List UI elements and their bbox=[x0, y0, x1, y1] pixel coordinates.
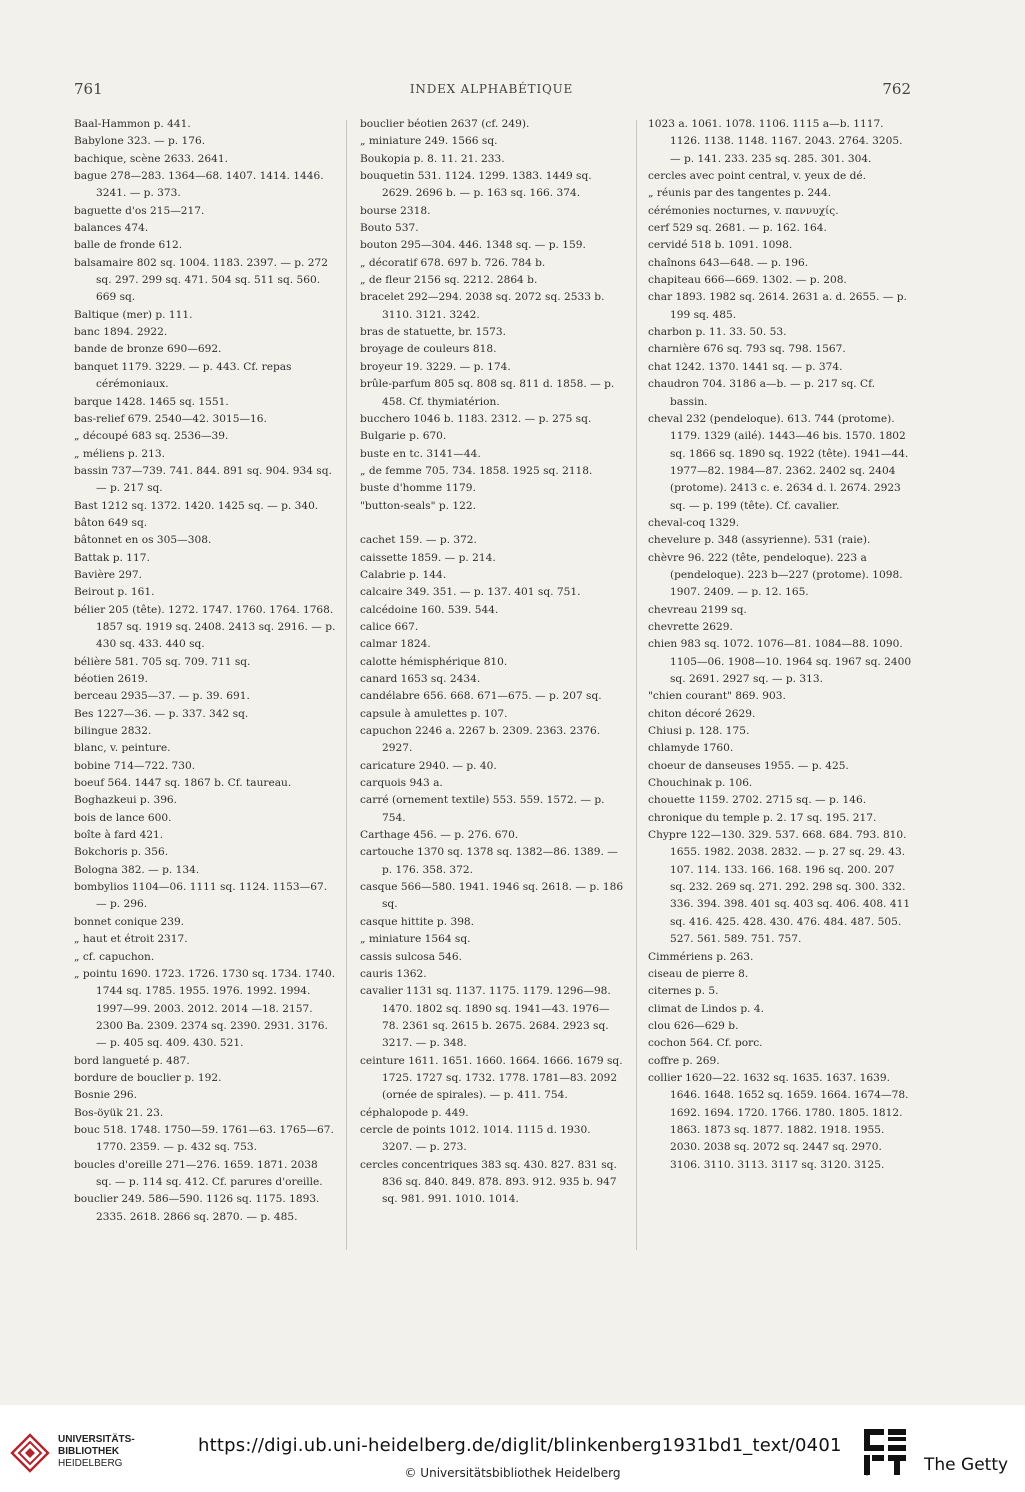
index-entry: Calabrie p. 144. bbox=[360, 568, 447, 581]
running-title: INDEX ALPHABÉTIQUE bbox=[409, 82, 574, 96]
index-entry: carré (ornement textile) 553. 559. 1572. — p. 754. bbox=[360, 794, 605, 824]
index-entry: barque 1428. 1465 sq. 1551. bbox=[74, 395, 229, 408]
library-name-line2: BIBLIOTHEK bbox=[58, 1446, 120, 1457]
index-entry: bassin 737—739. 741. 844. 891 sq. 904. 934 sq. — p. 217 sq. bbox=[74, 464, 332, 495]
index-entry: bouclier 249. 586—590. 1126 sq. 1175. 1893. 2335. 2618. 2866 sq. 2870. — p. 485. bbox=[74, 1193, 320, 1223]
index-entry: cassis sulcosa 546. bbox=[360, 950, 462, 963]
index-entry: chapiteau 666—669. 1302. — p. 208. bbox=[648, 274, 847, 287]
index-entry: Bosnie 296. bbox=[74, 1089, 138, 1102]
index-entry: "chien courant" 869. 903. bbox=[648, 690, 786, 703]
index-entry: casque hittite p. 398. bbox=[360, 915, 475, 928]
index-entry: bague 278—283. 1364—68. 1407. 1414. 1446. 3241. — p. 373. bbox=[74, 170, 324, 200]
index-entry: cauris 1362. bbox=[360, 967, 427, 980]
index-entry: 1023 a. 1061. 1078. 1106. 1115 a—b. 1117. 1126. 1138. 1148. 1167. 2043. 2764. 3205. — p. 141. 233. 235 sq. 285. 301. 304. bbox=[648, 118, 903, 165]
index-entry: bande de bronze 690—692. bbox=[74, 343, 222, 356]
index-entry: capsule à amulettes p. 107. bbox=[360, 707, 508, 720]
index-entry: bobine 714—722. 730. bbox=[74, 759, 196, 772]
index-entry: céphalopode p. 449. bbox=[360, 1106, 469, 1119]
index-entry: cerf 529 sq. 2681. — p. 162. 164. bbox=[648, 222, 827, 235]
index-entry: bombylios 1104—06. 1111 sq. 1124. 1153—67. — p. 296. bbox=[74, 881, 328, 911]
index-entry: „ miniature 1564 sq. bbox=[360, 933, 471, 946]
index-entry: Chypre 122—130. 329. 537. 668. 684. 793. 810. 1655. 1982. 2038. 2832. — p. 27 sq. 29. 43. 107. 114. 133. 166. 168. 196 sq. 200. 207 sq. 232. 269 sq. 271. 292. 298 sq. 300. 332. 336. 394. 398. 401 sq. 403 sq. 406. 408. 411 sq. 416. 425. 428. 430. 476. 484. 487. 505. 527. 561. 589. 751. 757. bbox=[648, 829, 911, 946]
library-name bbox=[58, 1434, 135, 1470]
index-entry: „ haut et étroit 2317. bbox=[74, 933, 188, 946]
index-column-1 bbox=[74, 116, 336, 1226]
index-entry: cercles avec point central, v. yeux de dé. bbox=[648, 170, 867, 183]
index-entry: Bouto 537. bbox=[360, 222, 419, 235]
index-entry: cercle de points 1012. 1014. 1115 d. 1930. 3207. — p. 273. bbox=[360, 1123, 591, 1154]
index-entry: caissette 1859. — p. 214. bbox=[360, 551, 496, 564]
index-entry: Boukopia p. 8. 11. 21. 233. bbox=[360, 152, 505, 165]
index-entry: „ pointu 1690. 1723. 1726. 1730 sq. 1734. 1740. 1744 sq. 1785. 1955. 1976. 1992. 1994. 1997—99. 2003. 2012. 2014 —18. 2157. 2300 Ba. 2309. 2374 sq. 2390. 2931. 3176. — p. 405 sq. 409. 430. 521. bbox=[74, 967, 336, 1050]
index-entry: „ découpé 683 sq. 2536—39. bbox=[74, 430, 229, 443]
page-header bbox=[0, 80, 1025, 102]
index-entry: „ de fleur 2156 sq. 2212. 2864 b. bbox=[360, 274, 538, 287]
index-entry: Bavière 297. bbox=[74, 568, 143, 581]
index-entry: buste d'homme 1179. bbox=[360, 482, 476, 495]
index-entry: Chiusi p. 128. 175. bbox=[648, 725, 750, 738]
column-rule-1 bbox=[346, 120, 347, 1250]
index-entry: citernes p. 5. bbox=[648, 985, 719, 998]
index-entry: charbon p. 11. 33. 50. 53. bbox=[648, 326, 787, 339]
index-entry: collier 1620—22. 1632 sq. 1635. 1637. 1639. 1646. 1648. 1652 sq. 1659. 1664. 1674—78. 1692. 1694. 1720. 1766. 1780. 1805. 1812. 1863. 1873 sq. 1877. 1882. 1918. 1955. 2030. 2038 sq. 2072 sq. 2447 sq. 2970. 3106. 3110. 3113. 3117 sq. 3120. 3125. bbox=[648, 1071, 909, 1171]
index-entry: ceinture 1611. 1651. 1660. 1664. 1666. 1679 sq. 1725. 1727 sq. 1732. 1778. 1781—83. 2092 (ornée de spirales). — p. 411. 754. bbox=[360, 1054, 623, 1102]
index-entry: chaînons 643—648. — p. 196. bbox=[648, 256, 809, 269]
index-entry: calmar 1824. bbox=[360, 638, 431, 651]
index-entry: banc 1894. 2922. bbox=[74, 326, 168, 339]
index-entry: cérémonies nocturnes, v. παννυχίς. bbox=[648, 204, 839, 217]
index-entry: bâtonnet en os 305—308. bbox=[74, 534, 212, 547]
index-entry: banquet 1179. 3229. — p. 443. Cf. repas cérémoniaux. bbox=[74, 360, 292, 391]
index-entry: bonnet conique 239. bbox=[74, 915, 185, 928]
index-entry: carquois 943 a. bbox=[360, 777, 443, 790]
index-entry: cachet 159. — p. 372. bbox=[360, 534, 477, 547]
index-entry: climat de Lindos p. 4. bbox=[648, 1002, 764, 1015]
index-entry: bachique, scène 2633. 2641. bbox=[74, 152, 228, 165]
index-entry: candélabre 656. 668. 671—675. — p. 207 sq. bbox=[360, 690, 602, 703]
index-entry: chlamyde 1760. bbox=[648, 742, 734, 755]
index-entry: bélière 581. 705 sq. 709. 711 sq. bbox=[74, 655, 251, 668]
index-entry: „ décoratif 678. 697 b. 726. 784 b. bbox=[360, 256, 546, 269]
index-entry: balsamaire 802 sq. 1004. 1183. 2397. — p. 272 sq. 297. 299 sq. 471. 504 sq. 511 sq. 560. 669 sq. bbox=[74, 256, 329, 304]
index-entry: canard 1653 sq. 2434. bbox=[360, 673, 481, 685]
index-entry: cartouche 1370 sq. 1378 sq. 1382—86. 1389. — p. 176. 358. 372. bbox=[360, 846, 618, 876]
index-entry: calotte hémisphérique 810. bbox=[360, 655, 508, 668]
page-number-right: 762 bbox=[882, 80, 911, 98]
index-entry: coffre p. 269. bbox=[648, 1054, 720, 1067]
index-entry: Babylone 323. — p. 176. bbox=[74, 135, 206, 148]
index-entry: Bes 1227—36. — p. 337. 342 sq. bbox=[74, 707, 249, 720]
index-entry: calcédoine 160. 539. 544. bbox=[360, 603, 499, 616]
index-entry: bucchero 1046 b. 1183. 2312. — p. 275 sq. bbox=[360, 412, 592, 425]
index-entry: bâton 649 sq. bbox=[74, 516, 148, 529]
index-entry: cheval-coq 1329. bbox=[648, 516, 740, 529]
index-entry: chevreau 2199 sq. bbox=[648, 603, 747, 616]
index-entry: bas-relief 679. 2540—42. 3015—16. bbox=[74, 412, 267, 425]
index-entry: chiton décoré 2629. bbox=[648, 707, 756, 720]
index-entry: brûle-parfum 805 sq. 808 sq. 811 d. 1858. — p. 458. Cf. thymiatérion. bbox=[360, 378, 615, 408]
index-entry: cavalier 1131 sq. 1137. 1175. 1179. 1296—98. 1470. 1802 sq. 1890 sq. 1941—43. 1976—78. 2361 sq. 2615 b. 2675. 2684. 2923 sq. 3217. — p. 348. bbox=[360, 985, 611, 1050]
index-entry: chat 1242. 1370. 1441 sq. — p. 374. bbox=[648, 360, 843, 373]
index-entry: bouc 518. 1748. 1750—59. 1761—63. 1765—67. 1770. 2359. — p. 432 sq. 753. bbox=[74, 1123, 334, 1154]
index-entry: Bologna 382. — p. 134. bbox=[74, 863, 200, 876]
index-entry: buste en tc. 3141—44. bbox=[360, 447, 481, 460]
index-entry: chèvre 96. 222 (tête, pendeloque). 223 a (pendeloque). 223 b—227 (protome). 1098. 1907. 2409. — p. 12. 165. bbox=[648, 551, 903, 599]
index-entry: chien 983 sq. 1072. 1076—81. 1084—88. 1090. 1105—06. 1908—10. 1964 sq. 1967 sq. 2400 sq. 2691. 2927 sq. — p. 313. bbox=[648, 638, 912, 685]
index-entry: charnière 676 sq. 793 sq. 798. 1567. bbox=[648, 343, 846, 356]
library-name-line3: HEIDELBERG bbox=[58, 1458, 123, 1469]
index-entry: blanc, v. peinture. bbox=[74, 742, 171, 755]
index-entry: "button-seals" p. 122. bbox=[360, 499, 476, 512]
index-entry: bourse 2318. bbox=[360, 204, 431, 217]
index-entry: boucles d'oreille 271—276. 1659. 1871. 2038 sq. — p. 114 sq. 412. Cf. parures d'oreille. bbox=[74, 1158, 323, 1188]
index-entry: Cimmériens p. 263. bbox=[648, 950, 754, 963]
index-entry: broyeur 19. 3229. — p. 174. bbox=[360, 360, 511, 373]
index-entry: bélier 205 (tête). 1272. 1747. 1760. 1764. 1768. 1857 sq. 1919 sq. 2408. 2413 sq. 2916. — p. 430 sq. 433. 440 sq. bbox=[74, 603, 336, 651]
index-entry: char 1893. 1982 sq. 2614. 2631 a. d. 2655. — p. 199 sq. 485. bbox=[648, 291, 907, 321]
index-entry: bouquetin 531. 1124. 1299. 1383. 1449 sq. 2629. 2696 b. — p. 163 sq. 166. 374. bbox=[360, 170, 592, 200]
index-entry: bois de lance 600. bbox=[74, 811, 172, 824]
index-entry: bouclier béotien 2637 (cf. 249). bbox=[360, 118, 530, 130]
column-rule-2 bbox=[636, 120, 637, 1250]
index-entry: Battak p. 117. bbox=[74, 551, 150, 564]
index-entry: cervidé 518 b. 1091. 1098. bbox=[648, 239, 793, 252]
index-entry: Chouchinak p. 106. bbox=[648, 777, 753, 790]
index-entry: „ méliens p. 213. bbox=[74, 447, 165, 460]
index-entry: „ de femme 705. 734. 1858. 1925 sq. 2118. bbox=[360, 464, 593, 477]
permalink-url[interactable]: https://digi.ub.uni-heidelberg.de/diglit/blinkenberg1931bd1_text/0401 bbox=[198, 1435, 842, 1456]
library-name-line1: UNIVERSITÄTS- bbox=[58, 1434, 135, 1445]
index-entry: chevelure p. 348 (assyrienne). 531 (raie). bbox=[648, 534, 871, 547]
copyright-notice: © Universitätsbibliothek Heidelberg bbox=[404, 1466, 621, 1480]
section-gap bbox=[360, 515, 624, 532]
index-entry: chevrette 2629. bbox=[648, 620, 733, 633]
index-entry: boeuf 564. 1447 sq. 1867 b. Cf. taureau. bbox=[74, 777, 292, 790]
index-entry: balances 474. bbox=[74, 222, 149, 235]
index-entry: Bulgarie p. 670. bbox=[360, 430, 447, 443]
index-entry: casque 566—580. 1941. 1946 sq. 2618. — p. 186 sq. bbox=[360, 881, 624, 911]
index-entry: chouette 1159. 2702. 2715 sq. — p. 146. bbox=[648, 794, 867, 807]
index-entry: chaudron 704. 3186 a—b. — p. 217 sq. Cf. bassin. bbox=[648, 378, 876, 408]
index-column-3 bbox=[648, 116, 912, 1174]
index-entry: ciseau de pierre 8. bbox=[648, 967, 749, 980]
index-entry: Bokchoris p. 356. bbox=[74, 846, 169, 859]
index-entry: choeur de danseuses 1955. — p. 425. bbox=[648, 759, 849, 772]
getty-name: The Getty bbox=[924, 1455, 1009, 1475]
index-entry: „ miniature 249. 1566 sq. bbox=[360, 135, 498, 148]
index-entry: clou 626—629 b. bbox=[648, 1019, 739, 1032]
index-entry: capuchon 2246 a. 2267 b. 2309. 2363. 2376. 2927. bbox=[360, 725, 601, 755]
index-entry: balle de fronde 612. bbox=[74, 239, 183, 252]
index-entry: bord langueté p. 487. bbox=[74, 1054, 190, 1067]
index-entry: calice 667. bbox=[360, 620, 419, 633]
index-entry: bilingue 2832. bbox=[74, 725, 152, 738]
index-entry: bordure de bouclier p. 192. bbox=[74, 1071, 222, 1084]
index-entry: bouton 295—304. 446. 1348 sq. — p. 159. bbox=[360, 239, 586, 252]
index-entry: boîte à fard 421. bbox=[74, 829, 164, 842]
index-entry: bras de statuette, br. 1573. bbox=[360, 326, 507, 339]
index-entry: béotien 2619. bbox=[74, 673, 148, 685]
index-entry: berceau 2935—37. — p. 39. 691. bbox=[74, 690, 250, 703]
page-number-left: 761 bbox=[74, 80, 103, 98]
index-entry: Baltique (mer) p. 111. bbox=[74, 308, 193, 321]
viewer-footer bbox=[0, 1405, 1025, 1492]
index-entry: broyage de couleurs 818. bbox=[360, 343, 497, 356]
index-entry: chronique du temple p. 2. 17 sq. 195. 217. bbox=[648, 811, 877, 824]
index-column-2 bbox=[360, 116, 624, 1209]
index-entry: bracelet 292—294. 2038 sq. 2072 sq. 2533 b. 3110. 3121. 3242. bbox=[360, 291, 605, 321]
index-entry: „ cf. capuchon. bbox=[74, 950, 155, 963]
index-entry: calcaire 349. 351. — p. 137. 401 sq. 751. bbox=[360, 586, 581, 599]
index-entry: cochon 564. Cf. porc. bbox=[648, 1037, 763, 1050]
index-entry: caricature 2940. — p. 40. bbox=[360, 759, 497, 772]
index-entry: cheval 232 (pendeloque). 613. 744 (protome). 1179. 1329 (ailé). 1443—46 bis. 1570. 1802 sq. 1866 sq. 1890 sq. 1922 (tête). 1941—44. 1977—82. 1984—87. 2362. 2402 sq. 2404 (protome). 2413 c. e. 2634 d. l. 2674. 2923 sq. — p. 199 (tête). Cf. cavalier. bbox=[648, 412, 909, 512]
index-entry: baguette d'os 215—217. bbox=[74, 204, 205, 217]
index-entry: Bos-öyük 21. 23. bbox=[74, 1106, 164, 1119]
index-entry: „ réunis par des tangentes p. 244. bbox=[648, 187, 832, 200]
index-entry: Baal-Hammon p. 441. bbox=[74, 118, 191, 130]
index-entry: Bast 1212 sq. 1372. 1420. 1425 sq. — p. 340. bbox=[74, 499, 319, 512]
index-entry: Beirout p. 161. bbox=[74, 586, 155, 599]
index-entry: Boghazkeui p. 396. bbox=[74, 794, 178, 807]
index-entry: cercles concentriques 383 sq. 430. 827. 831 sq. 836 sq. 840. 849. 878. 893. 912. 935 b. 947 sq. 981. 991. 1010. 1014. bbox=[360, 1158, 617, 1206]
getty-logo-icon bbox=[862, 1427, 908, 1477]
index-entry: Carthage 456. — p. 276. 670. bbox=[360, 829, 519, 842]
